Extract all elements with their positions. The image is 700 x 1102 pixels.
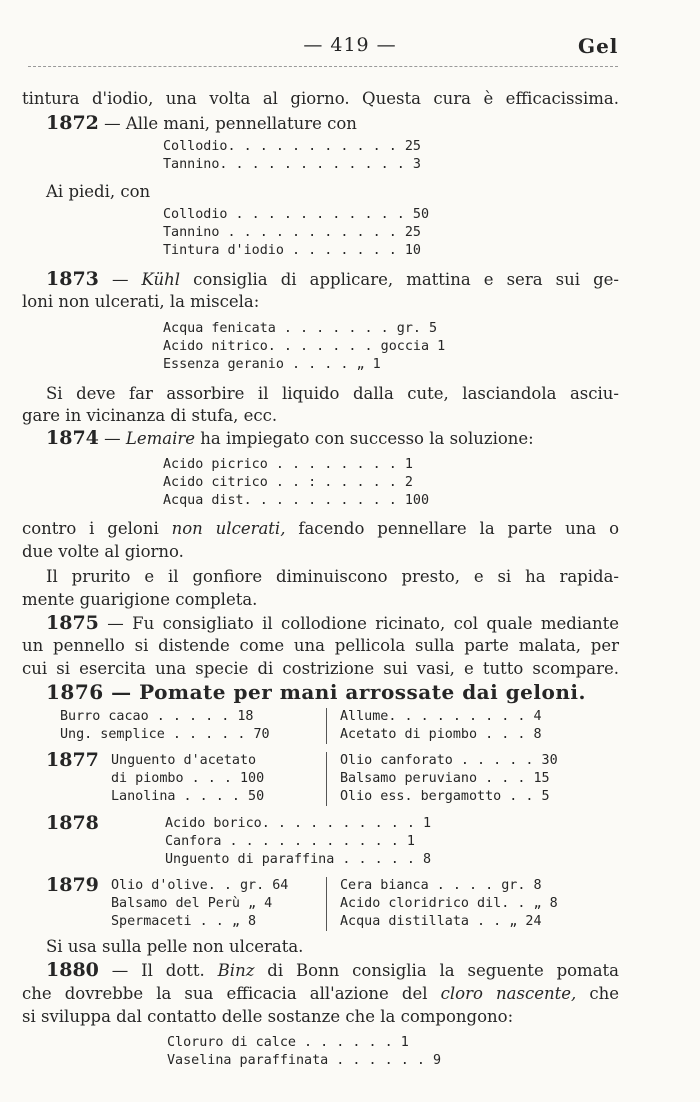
recipe-line: di piombo . . . 100 bbox=[111, 771, 265, 786]
entry-1872 bbox=[46, 112, 619, 135]
recipe-line: Canfora . . . . . . . . . . . 1 bbox=[165, 834, 415, 849]
text-line: due volte al giorno. bbox=[22, 542, 184, 561]
text-line: mente guarigione completa. bbox=[22, 590, 258, 609]
dash: — bbox=[104, 429, 121, 448]
text-line: Si deve far assorbire il liquido dalla cute, lasciandola asciu- bbox=[46, 384, 619, 403]
emphasis: non ulcerati, bbox=[171, 519, 286, 538]
recipe-line: Acqua distillata . . „ 24 bbox=[340, 914, 542, 929]
column-divider bbox=[326, 752, 327, 806]
text-line: Ai piedi, con bbox=[46, 182, 151, 201]
recipe-line: Acqua fenicata . . . . . . . gr. 5 bbox=[163, 321, 438, 336]
text-line: Il prurito e il gonfiore diminuiscono presto, e si ha rapida- bbox=[46, 567, 619, 586]
text-line: — Fu consigliato il collodione ricinato, col quale mediante bbox=[107, 614, 619, 633]
recipe-line: Burro cacao . . . . . 18 bbox=[60, 709, 254, 724]
recipe-line: Collodio . . . . . . . . . . . 50 bbox=[163, 207, 430, 222]
text-span: contro i geloni bbox=[22, 519, 159, 538]
author-name: Binz bbox=[217, 961, 255, 980]
text-span: che dovrebbe la sua efficacia all'azione del bbox=[22, 984, 428, 1003]
text-span: che bbox=[589, 984, 619, 1003]
recipe-line: Acido cloridrico dil. . „ 8 bbox=[340, 896, 558, 911]
recipe-line: Essenza geranio . . . . „ 1 bbox=[163, 357, 381, 372]
text-line: loni non ulcerati, la miscela: bbox=[22, 292, 260, 311]
page-number: — 419 — bbox=[303, 34, 397, 56]
running-head: Gel bbox=[578, 34, 619, 58]
entry-1873 bbox=[46, 268, 619, 291]
text-line: — Alle mani, pennellature con bbox=[104, 114, 357, 133]
emphasis: cloro nascente, bbox=[440, 984, 577, 1003]
recipe-line: Vaselina paraffinata . . . . . . 9 bbox=[167, 1053, 442, 1068]
text-line: si sviluppa dal contatto delle sostanze che la compongono: bbox=[22, 1007, 514, 1026]
section-title-1876: 1876 — Pomate per mani arrossate dai geloni. bbox=[46, 680, 586, 704]
text-span: facendo pennellare la parte una o bbox=[298, 519, 619, 538]
entry-1880 bbox=[46, 959, 619, 982]
entry-number-1878: 1878 bbox=[46, 812, 99, 834]
recipe-line: Lanolina . . . . 50 bbox=[111, 789, 265, 804]
recipe-line: Acido citrico . . : . . . . . 2 bbox=[163, 475, 413, 490]
recipe-line: Cloruro di calce . . . . . . 1 bbox=[167, 1035, 409, 1050]
header-rule bbox=[28, 66, 618, 67]
dash: — bbox=[111, 270, 129, 289]
author-name: Kühl bbox=[141, 270, 181, 289]
text-line: un pennello si distende come una pellicola sulla parte malata, per bbox=[22, 636, 619, 655]
entry-number-1877: 1877 bbox=[46, 749, 99, 771]
text-span: — Il dott. bbox=[111, 961, 205, 980]
recipe-line: Collodio. . . . . . . . . . . 25 bbox=[163, 139, 421, 154]
column-divider bbox=[326, 877, 327, 931]
text-line bbox=[22, 983, 619, 1005]
recipe-line: Acqua dist. . . . . . . . . . 100 bbox=[163, 493, 430, 508]
author-name: Lemaire bbox=[125, 429, 196, 448]
recipe-line: Ung. semplice . . . . . 70 bbox=[60, 727, 270, 742]
entry-number: 1875 bbox=[46, 612, 99, 634]
recipe-line: Balsamo del Perù „ 4 bbox=[111, 896, 273, 911]
recipe-line: Olio d'olive. . gr. 64 bbox=[111, 878, 289, 893]
recipe-line: Acido borico. . . . . . . . . . 1 bbox=[165, 816, 432, 831]
recipe-line: Acetato di piombo . . . 8 bbox=[340, 727, 542, 742]
recipe-line: Tannino. . . . . . . . . . . . 3 bbox=[163, 157, 421, 172]
entry-1875 bbox=[46, 612, 619, 635]
text-line: consiglia di applicare, mattina e sera sui ge- bbox=[193, 270, 619, 289]
entry-number: 1872 bbox=[46, 112, 99, 134]
recipe-line: Unguento di paraffina . . . . . 8 bbox=[165, 852, 432, 867]
entry-number: 1880 bbox=[46, 959, 99, 981]
text-line: cui si esercita una specie di costrizione sui vasi, e tutto scompare. bbox=[22, 659, 619, 678]
text-line: tintura d'iodio, una volta al giorno. Questa cura è efficacissima. bbox=[22, 89, 619, 108]
recipe-line: Acido picrico . . . . . . . . 1 bbox=[163, 457, 413, 472]
text-line bbox=[22, 518, 619, 540]
recipe-line: Tannino . . . . . . . . . . . 25 bbox=[163, 225, 421, 240]
text-span: di Bonn consiglia la seguente pomata bbox=[267, 961, 620, 980]
recipe-line: Olio ess. bergamotto . . 5 bbox=[340, 789, 550, 804]
entry-number: 1873 bbox=[46, 268, 99, 290]
entry-number-1879: 1879 bbox=[46, 874, 99, 896]
text-line: gare in vicinanza di stufa, ecc. bbox=[22, 406, 278, 425]
recipe-line: Cera bianca . . . . gr. 8 bbox=[340, 878, 542, 893]
recipe-line: Olio canforato . . . . . 30 bbox=[340, 753, 558, 768]
recipe-line: Acido nitrico. . . . . . . goccia 1 bbox=[163, 339, 446, 354]
entry-number: 1874 bbox=[46, 427, 99, 449]
recipe-line: Balsamo peruviano . . . 15 bbox=[340, 771, 550, 786]
recipe-line: Spermaceti . . „ 8 bbox=[111, 914, 257, 929]
recipe-line: Allume. . . . . . . . . 4 bbox=[340, 709, 542, 724]
column-divider bbox=[326, 708, 327, 744]
recipe-line: Unguento d'acetato bbox=[111, 753, 257, 768]
recipe-line: Tintura d'iodio . . . . . . . 10 bbox=[163, 243, 421, 258]
text-line: Si usa sulla pelle non ulcerata. bbox=[46, 937, 304, 956]
entry-1874 bbox=[46, 427, 619, 450]
text-line: ha impiegato con successo la soluzione: bbox=[200, 429, 534, 448]
